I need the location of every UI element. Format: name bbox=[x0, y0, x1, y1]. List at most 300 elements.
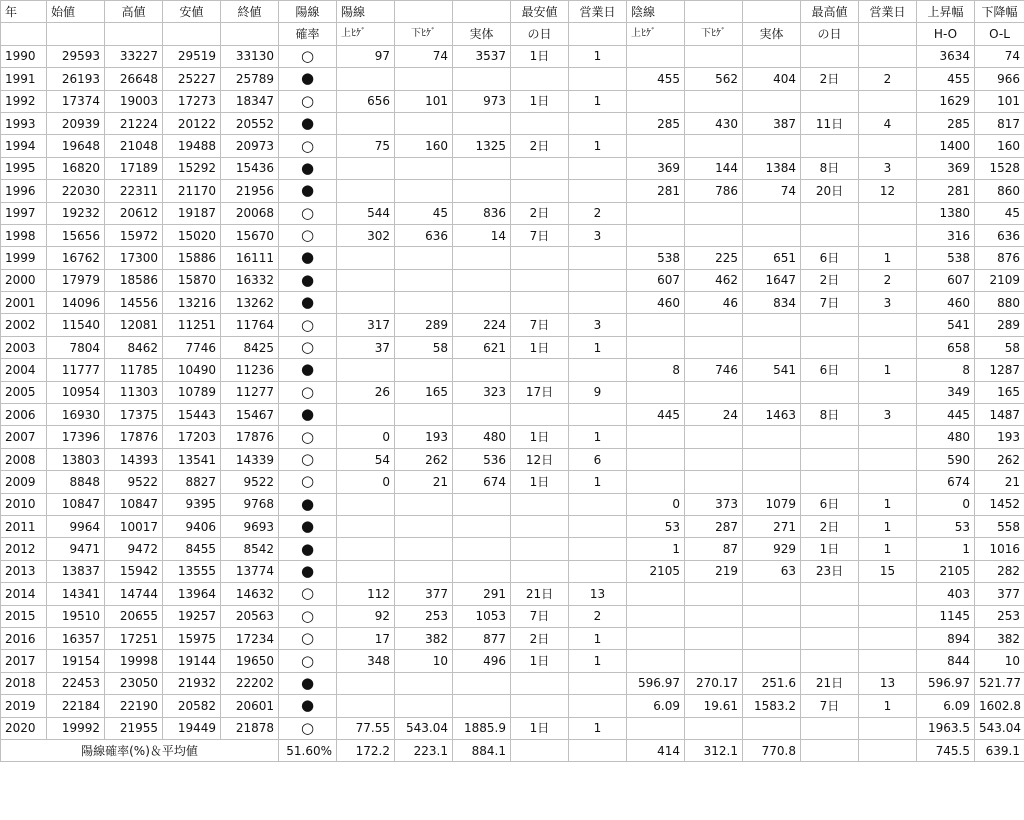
data-cell[interactable] bbox=[511, 269, 569, 291]
header-cell[interactable]: O-L bbox=[975, 23, 1024, 45]
data-cell[interactable]: 16332 bbox=[221, 269, 279, 291]
data-cell[interactable]: 11251 bbox=[163, 314, 221, 336]
data-cell[interactable]: 836 bbox=[453, 202, 511, 224]
data-cell[interactable]: 8455 bbox=[163, 538, 221, 560]
data-cell[interactable] bbox=[801, 135, 859, 157]
year-cell[interactable]: 2008 bbox=[1, 448, 47, 470]
data-cell[interactable] bbox=[395, 247, 453, 269]
data-cell[interactable]: 460 bbox=[627, 292, 685, 314]
data-cell[interactable] bbox=[453, 112, 511, 134]
data-cell[interactable]: 373 bbox=[685, 493, 743, 515]
data-cell[interactable]: 377 bbox=[395, 583, 453, 605]
data-cell[interactable]: 1 bbox=[569, 45, 627, 67]
data-cell[interactable] bbox=[743, 627, 801, 649]
data-cell[interactable]: 224 bbox=[453, 314, 511, 336]
data-cell[interactable]: 1 bbox=[627, 538, 685, 560]
header-cell[interactable]: 下降幅 bbox=[975, 1, 1024, 23]
data-cell[interactable] bbox=[743, 471, 801, 493]
data-cell[interactable]: 674 bbox=[917, 471, 975, 493]
data-cell[interactable] bbox=[859, 426, 917, 448]
data-cell[interactable]: 445 bbox=[917, 404, 975, 426]
data-cell[interactable]: 0 bbox=[917, 493, 975, 515]
candle-symbol-cell[interactable]: ○ bbox=[279, 650, 337, 672]
data-cell[interactable]: 1400 bbox=[917, 135, 975, 157]
data-cell[interactable]: 270.17 bbox=[685, 672, 743, 694]
header-cell[interactable]: 最安値 bbox=[511, 1, 569, 23]
data-cell[interactable] bbox=[395, 157, 453, 179]
data-cell[interactable]: 21932 bbox=[163, 672, 221, 694]
data-cell[interactable] bbox=[627, 426, 685, 448]
data-cell[interactable]: 54 bbox=[337, 448, 395, 470]
data-cell[interactable]: 19650 bbox=[221, 650, 279, 672]
data-cell[interactable]: 19992 bbox=[47, 717, 105, 739]
data-cell[interactable]: 10490 bbox=[163, 359, 221, 381]
data-cell[interactable] bbox=[569, 247, 627, 269]
summary-yang-lower-cell[interactable]: 223.1 bbox=[395, 739, 453, 761]
data-cell[interactable] bbox=[569, 560, 627, 582]
data-cell[interactable]: 9522 bbox=[105, 471, 163, 493]
data-cell[interactable] bbox=[627, 224, 685, 246]
data-cell[interactable] bbox=[395, 560, 453, 582]
data-cell[interactable]: 19998 bbox=[105, 650, 163, 672]
data-cell[interactable]: 14096 bbox=[47, 292, 105, 314]
year-cell[interactable]: 2004 bbox=[1, 359, 47, 381]
data-cell[interactable] bbox=[801, 627, 859, 649]
data-cell[interactable]: 1463 bbox=[743, 404, 801, 426]
data-cell[interactable]: 9472 bbox=[105, 538, 163, 560]
data-cell[interactable] bbox=[685, 583, 743, 605]
candle-symbol-cell[interactable]: ● bbox=[279, 538, 337, 560]
data-cell[interactable]: 193 bbox=[975, 426, 1024, 448]
data-cell[interactable]: 1885.9 bbox=[453, 717, 511, 739]
data-cell[interactable]: 8 bbox=[627, 359, 685, 381]
data-cell[interactable]: 377 bbox=[975, 583, 1024, 605]
data-cell[interactable] bbox=[337, 247, 395, 269]
candle-symbol-cell[interactable]: ○ bbox=[279, 426, 337, 448]
data-cell[interactable]: 636 bbox=[975, 224, 1024, 246]
data-cell[interactable]: 462 bbox=[685, 269, 743, 291]
data-cell[interactable]: 11303 bbox=[105, 381, 163, 403]
data-cell[interactable]: 13803 bbox=[47, 448, 105, 470]
data-cell[interactable] bbox=[395, 180, 453, 202]
candle-symbol-cell[interactable]: ● bbox=[279, 292, 337, 314]
data-cell[interactable]: 10847 bbox=[105, 493, 163, 515]
data-cell[interactable]: 19449 bbox=[163, 717, 221, 739]
year-cell[interactable]: 2017 bbox=[1, 650, 47, 672]
data-cell[interactable] bbox=[627, 135, 685, 157]
data-cell[interactable] bbox=[627, 336, 685, 358]
data-cell[interactable]: 876 bbox=[975, 247, 1024, 269]
data-cell[interactable]: 15670 bbox=[221, 224, 279, 246]
data-cell[interactable]: 1日 bbox=[511, 717, 569, 739]
data-cell[interactable]: 6.09 bbox=[627, 695, 685, 717]
data-cell[interactable]: 1079 bbox=[743, 493, 801, 515]
data-cell[interactable]: 1 bbox=[569, 336, 627, 358]
data-cell[interactable]: 26193 bbox=[47, 68, 105, 90]
data-cell[interactable] bbox=[395, 493, 453, 515]
year-cell[interactable]: 2010 bbox=[1, 493, 47, 515]
data-cell[interactable]: 289 bbox=[395, 314, 453, 336]
header-cell[interactable]: の日 bbox=[801, 23, 859, 45]
data-cell[interactable] bbox=[743, 314, 801, 336]
data-cell[interactable]: 16820 bbox=[47, 157, 105, 179]
data-cell[interactable]: 14341 bbox=[47, 583, 105, 605]
data-cell[interactable]: 348 bbox=[337, 650, 395, 672]
data-cell[interactable]: 16111 bbox=[221, 247, 279, 269]
candle-symbol-cell[interactable]: ● bbox=[279, 269, 337, 291]
data-cell[interactable]: 193 bbox=[395, 426, 453, 448]
candle-symbol-cell[interactable]: ● bbox=[279, 493, 337, 515]
data-cell[interactable]: 541 bbox=[917, 314, 975, 336]
data-cell[interactable]: 9693 bbox=[221, 515, 279, 537]
data-cell[interactable] bbox=[337, 515, 395, 537]
data-cell[interactable]: 6日 bbox=[801, 247, 859, 269]
empty-cell[interactable] bbox=[569, 739, 627, 761]
data-cell[interactable] bbox=[743, 224, 801, 246]
header-cell[interactable]: 実体 bbox=[453, 23, 511, 45]
data-cell[interactable] bbox=[859, 90, 917, 112]
data-cell[interactable]: 521.77 bbox=[975, 672, 1024, 694]
header-cell[interactable] bbox=[105, 23, 163, 45]
data-cell[interactable]: 19144 bbox=[163, 650, 221, 672]
data-cell[interactable]: 1日 bbox=[801, 538, 859, 560]
candle-symbol-cell[interactable]: ○ bbox=[279, 135, 337, 157]
data-cell[interactable] bbox=[627, 627, 685, 649]
header-cell[interactable]: の日 bbox=[511, 23, 569, 45]
candle-symbol-cell[interactable]: ○ bbox=[279, 202, 337, 224]
candle-symbol-cell[interactable]: ● bbox=[279, 404, 337, 426]
data-cell[interactable]: 14632 bbox=[221, 583, 279, 605]
candle-symbol-cell[interactable]: ○ bbox=[279, 314, 337, 336]
data-cell[interactable]: 8日 bbox=[801, 404, 859, 426]
data-cell[interactable]: 12日 bbox=[511, 448, 569, 470]
data-cell[interactable]: 817 bbox=[975, 112, 1024, 134]
data-cell[interactable]: 544 bbox=[337, 202, 395, 224]
data-cell[interactable]: 15 bbox=[859, 560, 917, 582]
data-cell[interactable]: 7日 bbox=[511, 605, 569, 627]
data-cell[interactable] bbox=[395, 695, 453, 717]
data-cell[interactable] bbox=[569, 292, 627, 314]
data-cell[interactable]: 15870 bbox=[163, 269, 221, 291]
data-cell[interactable]: 20612 bbox=[105, 202, 163, 224]
data-cell[interactable]: 880 bbox=[975, 292, 1024, 314]
data-cell[interactable]: 558 bbox=[975, 515, 1024, 537]
data-cell[interactable]: 58 bbox=[395, 336, 453, 358]
data-cell[interactable]: 11777 bbox=[47, 359, 105, 381]
data-cell[interactable] bbox=[453, 292, 511, 314]
data-cell[interactable] bbox=[569, 157, 627, 179]
data-cell[interactable]: 20552 bbox=[221, 112, 279, 134]
data-cell[interactable]: 112 bbox=[337, 583, 395, 605]
header-cell[interactable] bbox=[221, 23, 279, 45]
data-cell[interactable] bbox=[743, 90, 801, 112]
data-cell[interactable] bbox=[511, 157, 569, 179]
data-cell[interactable]: 21224 bbox=[105, 112, 163, 134]
data-cell[interactable]: 1日 bbox=[511, 336, 569, 358]
year-cell[interactable]: 2013 bbox=[1, 560, 47, 582]
data-cell[interactable] bbox=[627, 717, 685, 739]
data-cell[interactable]: 2日 bbox=[801, 515, 859, 537]
year-cell[interactable]: 2003 bbox=[1, 336, 47, 358]
data-cell[interactable]: 15436 bbox=[221, 157, 279, 179]
data-cell[interactable] bbox=[511, 292, 569, 314]
year-cell[interactable]: 1999 bbox=[1, 247, 47, 269]
year-cell[interactable]: 1994 bbox=[1, 135, 47, 157]
data-cell[interactable]: 17375 bbox=[105, 404, 163, 426]
header-cell[interactable]: 確率 bbox=[279, 23, 337, 45]
data-cell[interactable] bbox=[743, 426, 801, 448]
data-cell[interactable] bbox=[511, 493, 569, 515]
data-cell[interactable] bbox=[685, 336, 743, 358]
data-cell[interactable]: 22202 bbox=[221, 672, 279, 694]
data-cell[interactable] bbox=[801, 605, 859, 627]
data-cell[interactable] bbox=[569, 538, 627, 560]
data-cell[interactable]: 1 bbox=[859, 493, 917, 515]
data-cell[interactable]: 0 bbox=[627, 493, 685, 515]
data-cell[interactable] bbox=[337, 695, 395, 717]
data-cell[interactable]: 404 bbox=[743, 68, 801, 90]
data-cell[interactable] bbox=[743, 135, 801, 157]
data-cell[interactable]: 13964 bbox=[163, 583, 221, 605]
candle-symbol-cell[interactable]: ● bbox=[279, 180, 337, 202]
header-cell[interactable] bbox=[859, 23, 917, 45]
data-cell[interactable]: 1963.5 bbox=[917, 717, 975, 739]
data-cell[interactable]: 21955 bbox=[105, 717, 163, 739]
data-cell[interactable]: 1629 bbox=[917, 90, 975, 112]
data-cell[interactable]: 12 bbox=[859, 180, 917, 202]
summary-yin-lower-cell[interactable]: 312.1 bbox=[685, 739, 743, 761]
candle-symbol-cell[interactable]: ● bbox=[279, 515, 337, 537]
data-cell[interactable]: 1日 bbox=[511, 426, 569, 448]
data-cell[interactable]: 1日 bbox=[511, 471, 569, 493]
data-cell[interactable]: 20日 bbox=[801, 180, 859, 202]
data-cell[interactable]: 20601 bbox=[221, 695, 279, 717]
data-cell[interactable]: 8848 bbox=[47, 471, 105, 493]
data-cell[interactable]: 2109 bbox=[975, 269, 1024, 291]
data-cell[interactable]: 53 bbox=[917, 515, 975, 537]
year-cell[interactable]: 1992 bbox=[1, 90, 47, 112]
data-cell[interactable]: 37 bbox=[337, 336, 395, 358]
data-cell[interactable] bbox=[627, 471, 685, 493]
candle-symbol-cell[interactable]: ● bbox=[279, 560, 337, 582]
data-cell[interactable]: 6 bbox=[569, 448, 627, 470]
candle-symbol-cell[interactable]: ○ bbox=[279, 381, 337, 403]
data-cell[interactable]: 607 bbox=[917, 269, 975, 291]
header-cell[interactable]: 下ﾋｹﾞ bbox=[685, 23, 743, 45]
data-cell[interactable] bbox=[859, 605, 917, 627]
data-cell[interactable]: 1145 bbox=[917, 605, 975, 627]
data-cell[interactable]: 165 bbox=[975, 381, 1024, 403]
data-cell[interactable]: 8日 bbox=[801, 157, 859, 179]
data-cell[interactable]: 2 bbox=[569, 605, 627, 627]
year-cell[interactable]: 1996 bbox=[1, 180, 47, 202]
year-cell[interactable]: 2002 bbox=[1, 314, 47, 336]
data-cell[interactable] bbox=[453, 68, 511, 90]
data-cell[interactable]: 596.97 bbox=[917, 672, 975, 694]
data-cell[interactable]: 23日 bbox=[801, 560, 859, 582]
data-cell[interactable] bbox=[685, 224, 743, 246]
data-cell[interactable]: 2 bbox=[569, 202, 627, 224]
header-cell[interactable] bbox=[743, 1, 801, 23]
data-cell[interactable] bbox=[801, 583, 859, 605]
data-cell[interactable]: 1 bbox=[859, 247, 917, 269]
data-cell[interactable]: 1053 bbox=[453, 605, 511, 627]
candle-symbol-cell[interactable]: ● bbox=[279, 112, 337, 134]
header-cell[interactable]: 陰線 bbox=[627, 1, 685, 23]
data-cell[interactable] bbox=[743, 448, 801, 470]
data-cell[interactable]: 11236 bbox=[221, 359, 279, 381]
data-cell[interactable]: 101 bbox=[975, 90, 1024, 112]
data-cell[interactable]: 0 bbox=[337, 426, 395, 448]
data-cell[interactable]: 9406 bbox=[163, 515, 221, 537]
candle-symbol-cell[interactable]: ● bbox=[279, 68, 337, 90]
year-cell[interactable]: 2006 bbox=[1, 404, 47, 426]
data-cell[interactable]: 18586 bbox=[105, 269, 163, 291]
data-cell[interactable] bbox=[859, 314, 917, 336]
data-cell[interactable] bbox=[395, 359, 453, 381]
data-cell[interactable] bbox=[627, 90, 685, 112]
data-cell[interactable]: 22453 bbox=[47, 672, 105, 694]
data-cell[interactable]: 165 bbox=[395, 381, 453, 403]
data-cell[interactable] bbox=[511, 560, 569, 582]
data-cell[interactable] bbox=[453, 672, 511, 694]
data-cell[interactable] bbox=[337, 157, 395, 179]
data-cell[interactable] bbox=[627, 314, 685, 336]
header-cell[interactable] bbox=[47, 23, 105, 45]
data-cell[interactable] bbox=[569, 68, 627, 90]
data-cell[interactable]: 18347 bbox=[221, 90, 279, 112]
data-cell[interactable]: 1325 bbox=[453, 135, 511, 157]
header-cell[interactable] bbox=[569, 23, 627, 45]
data-cell[interactable]: 7日 bbox=[801, 292, 859, 314]
data-cell[interactable] bbox=[337, 112, 395, 134]
data-cell[interactable]: 607 bbox=[627, 269, 685, 291]
data-cell[interactable]: 20973 bbox=[221, 135, 279, 157]
data-cell[interactable]: 45 bbox=[975, 202, 1024, 224]
year-cell[interactable]: 2014 bbox=[1, 583, 47, 605]
data-cell[interactable]: 13541 bbox=[163, 448, 221, 470]
data-cell[interactable]: 33227 bbox=[105, 45, 163, 67]
header-cell[interactable]: 年 bbox=[1, 1, 47, 23]
data-cell[interactable]: 15975 bbox=[163, 627, 221, 649]
data-cell[interactable] bbox=[453, 404, 511, 426]
candle-symbol-cell[interactable]: ○ bbox=[279, 717, 337, 739]
data-cell[interactable]: 15020 bbox=[163, 224, 221, 246]
data-cell[interactable]: 536 bbox=[453, 448, 511, 470]
data-cell[interactable]: 17300 bbox=[105, 247, 163, 269]
candle-symbol-cell[interactable]: ● bbox=[279, 157, 337, 179]
data-cell[interactable] bbox=[627, 650, 685, 672]
year-cell[interactable]: 2005 bbox=[1, 381, 47, 403]
data-cell[interactable]: 2日 bbox=[511, 135, 569, 157]
data-cell[interactable] bbox=[685, 448, 743, 470]
header-cell[interactable] bbox=[453, 1, 511, 23]
data-cell[interactable] bbox=[859, 650, 917, 672]
candle-symbol-cell[interactable]: ○ bbox=[279, 90, 337, 112]
data-cell[interactable]: 1 bbox=[569, 627, 627, 649]
data-cell[interactable]: 1日 bbox=[511, 650, 569, 672]
data-cell[interactable]: 20582 bbox=[163, 695, 221, 717]
header-cell[interactable]: 上ﾋｹﾞ bbox=[337, 23, 395, 45]
data-cell[interactable]: 387 bbox=[743, 112, 801, 134]
empty-cell[interactable] bbox=[859, 739, 917, 761]
data-cell[interactable]: 46 bbox=[685, 292, 743, 314]
year-cell[interactable]: 2001 bbox=[1, 292, 47, 314]
data-cell[interactable] bbox=[337, 404, 395, 426]
data-cell[interactable]: 4 bbox=[859, 112, 917, 134]
data-cell[interactable] bbox=[801, 471, 859, 493]
year-cell[interactable]: 2020 bbox=[1, 717, 47, 739]
data-cell[interactable]: 445 bbox=[627, 404, 685, 426]
data-cell[interactable]: 496 bbox=[453, 650, 511, 672]
data-cell[interactable]: 460 bbox=[917, 292, 975, 314]
data-cell[interactable]: 1 bbox=[859, 515, 917, 537]
header-cell[interactable] bbox=[685, 1, 743, 23]
data-cell[interactable] bbox=[395, 269, 453, 291]
data-cell[interactable] bbox=[859, 381, 917, 403]
data-cell[interactable]: 7804 bbox=[47, 336, 105, 358]
data-cell[interactable]: 225 bbox=[685, 247, 743, 269]
data-cell[interactable]: 21048 bbox=[105, 135, 163, 157]
data-cell[interactable]: 9 bbox=[569, 381, 627, 403]
data-cell[interactable]: 746 bbox=[685, 359, 743, 381]
data-cell[interactable]: 77.55 bbox=[337, 717, 395, 739]
data-cell[interactable] bbox=[453, 515, 511, 537]
data-cell[interactable]: 480 bbox=[917, 426, 975, 448]
data-cell[interactable] bbox=[801, 202, 859, 224]
data-cell[interactable]: 621 bbox=[453, 336, 511, 358]
data-cell[interactable] bbox=[859, 224, 917, 246]
data-cell[interactable]: 24 bbox=[685, 404, 743, 426]
data-cell[interactable]: 262 bbox=[395, 448, 453, 470]
data-cell[interactable] bbox=[511, 672, 569, 694]
data-cell[interactable]: 1 bbox=[859, 359, 917, 381]
data-cell[interactable]: 14744 bbox=[105, 583, 163, 605]
data-cell[interactable]: 8425 bbox=[221, 336, 279, 358]
data-cell[interactable]: 17273 bbox=[163, 90, 221, 112]
data-cell[interactable]: 17876 bbox=[221, 426, 279, 448]
data-cell[interactable]: 21日 bbox=[801, 672, 859, 694]
data-cell[interactable] bbox=[801, 90, 859, 112]
summary-yang-body-cell[interactable]: 884.1 bbox=[453, 739, 511, 761]
data-cell[interactable]: 25789 bbox=[221, 68, 279, 90]
data-cell[interactable]: 2日 bbox=[801, 68, 859, 90]
data-cell[interactable]: 656 bbox=[337, 90, 395, 112]
data-cell[interactable]: 2日 bbox=[511, 202, 569, 224]
data-cell[interactable] bbox=[337, 180, 395, 202]
data-cell[interactable]: 17374 bbox=[47, 90, 105, 112]
data-cell[interactable]: 1602.8 bbox=[975, 695, 1024, 717]
data-cell[interactable] bbox=[569, 493, 627, 515]
data-cell[interactable] bbox=[395, 112, 453, 134]
data-cell[interactable]: 2 bbox=[859, 68, 917, 90]
data-cell[interactable]: 1583.2 bbox=[743, 695, 801, 717]
year-cell[interactable]: 2018 bbox=[1, 672, 47, 694]
data-cell[interactable]: 253 bbox=[395, 605, 453, 627]
data-cell[interactable] bbox=[627, 381, 685, 403]
candle-symbol-cell[interactable]: ● bbox=[279, 672, 337, 694]
data-cell[interactable]: 455 bbox=[917, 68, 975, 90]
data-cell[interactable] bbox=[511, 404, 569, 426]
year-cell[interactable]: 1997 bbox=[1, 202, 47, 224]
empty-cell[interactable] bbox=[801, 739, 859, 761]
data-cell[interactable]: 1287 bbox=[975, 359, 1024, 381]
data-cell[interactable]: 966 bbox=[975, 68, 1024, 90]
data-cell[interactable]: 101 bbox=[395, 90, 453, 112]
data-cell[interactable]: 15656 bbox=[47, 224, 105, 246]
data-cell[interactable]: 144 bbox=[685, 157, 743, 179]
data-cell[interactable]: 369 bbox=[917, 157, 975, 179]
